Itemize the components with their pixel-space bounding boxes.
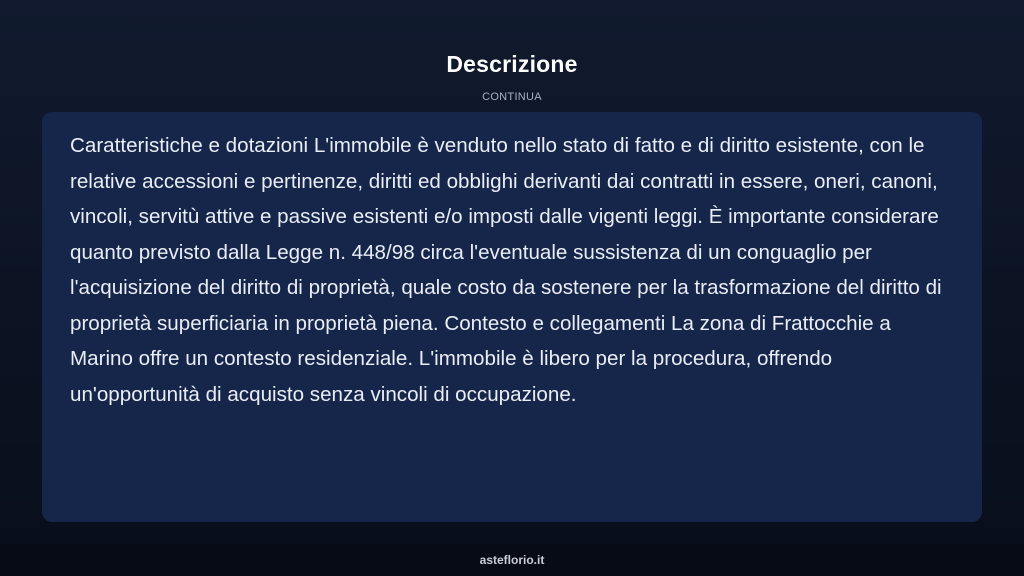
- page-title: Descrizione: [446, 51, 578, 77]
- description-card: [42, 112, 982, 522]
- footer-site-name: asteflorio.it: [479, 553, 545, 567]
- footer-bar: [0, 544, 1024, 576]
- description-text: Caratteristiche e dotazioni L'immobile è venduto nello stato di fatto e di diritto esistente, con le relative accessioni e pertinenze, diritti ed obblighi derivanti dai contratti in essere, oneri, canoni, vincoli, servitù attive e passive esistenti e/o imposti dalle vigenti leggi. È importante considerare quanto previsto dalla Legge n. 448/98 circa l'eventuale sussistenza di un conguaglio per l'acquisizione del diritto di proprietà, quale costo da sostenere per la trasformazione del diritto di proprietà superficiaria in proprietà piena. Contesto e collegamenti La zona di Frattocchie a Marino offre un contesto residenziale. L'immobile è libero per la procedura, offrendo un'opportunità di acquisto senza vincoli di occupazione.: [70, 134, 942, 406]
- continue-label: CONTINUA: [482, 91, 542, 103]
